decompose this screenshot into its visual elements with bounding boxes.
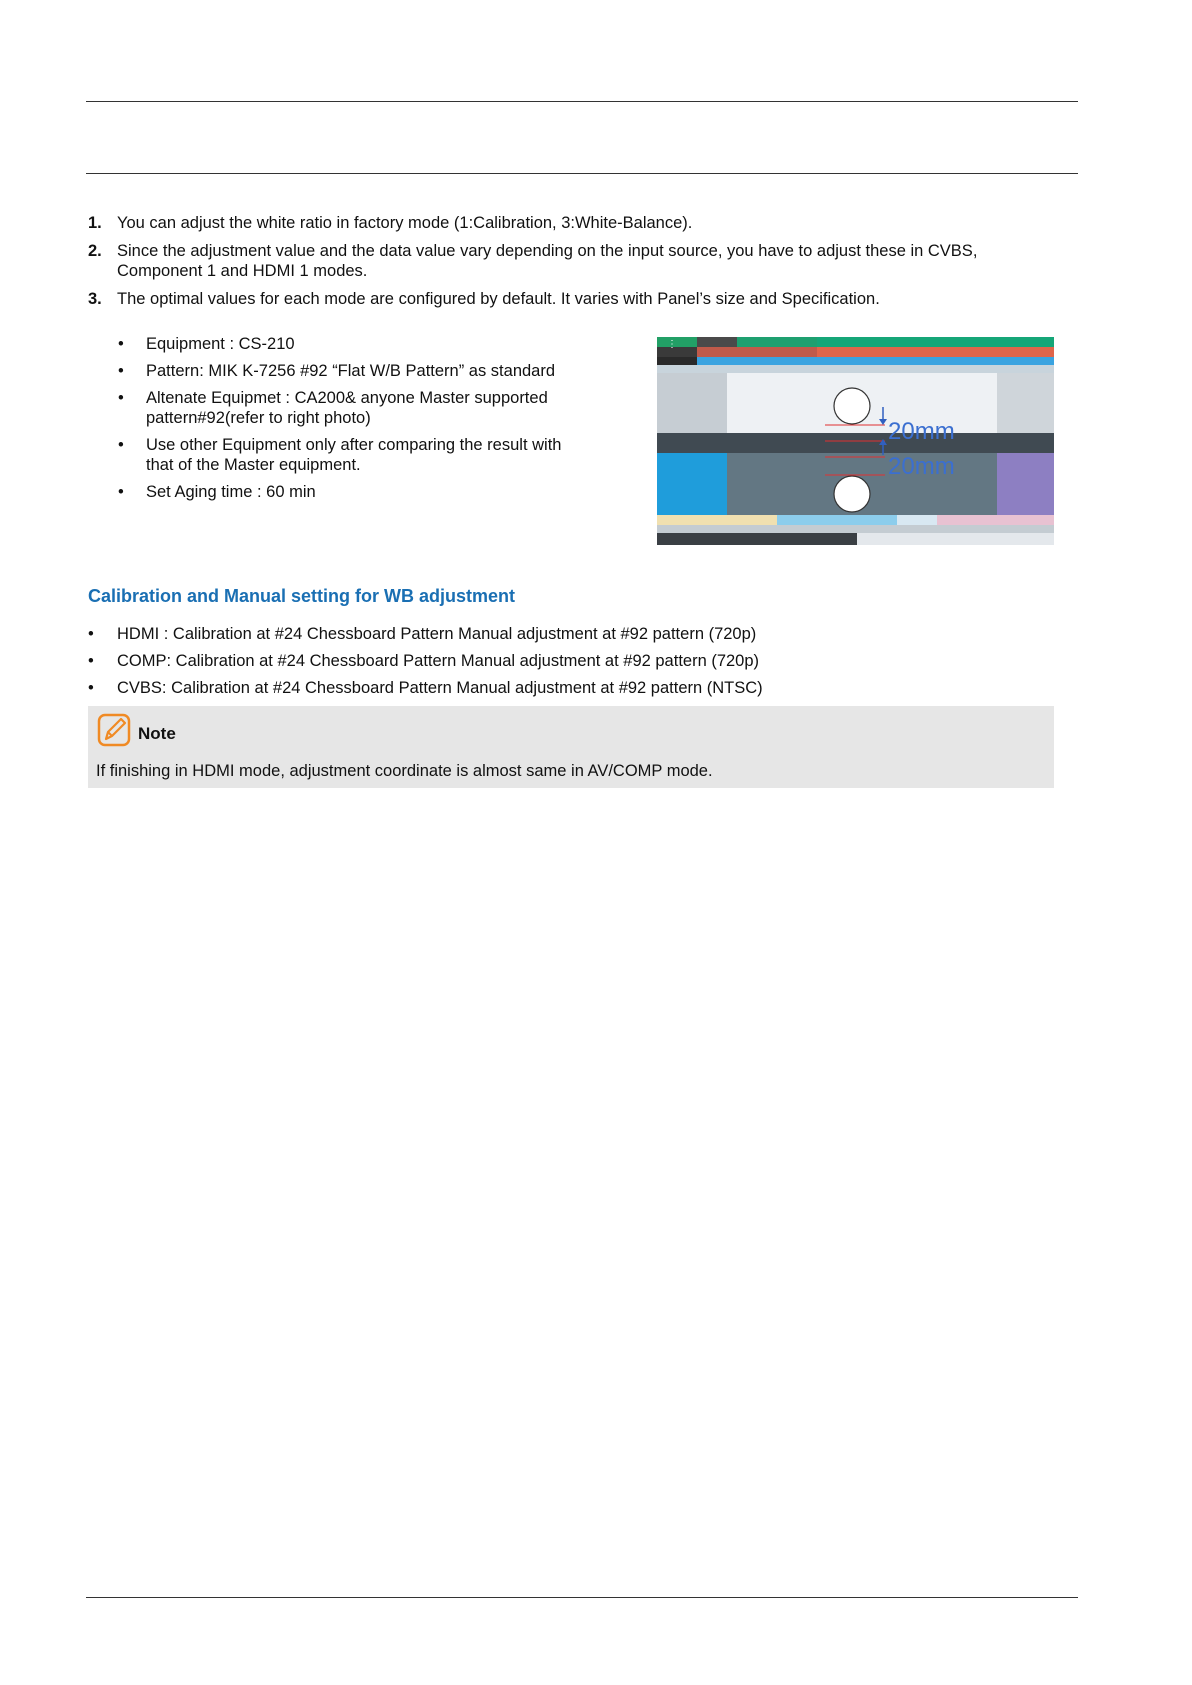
detail-text: Pattern: MIK K-7256 #92 “Flat W/B Pattern” as standard [146,362,556,380]
svg-text:⋮: ⋮ [667,339,677,350]
step-text: You can adjust the white ratio in factory mode (1:Calibration, 3:White-Balance). [117,214,693,232]
step-item [88,289,1078,309]
bullet: • [118,335,124,353]
step-number: 1. [88,214,102,232]
detail-text: Equipment : CS-210 [146,335,295,353]
photo-label-top: 20mm [888,418,955,445]
header-rule-bottom [86,173,1078,174]
wb-item [88,651,1078,671]
bullet: • [118,436,124,454]
step-item [88,241,1057,281]
detail-text: Use other Equipment only after comparing the result with that of the Master equipment. [146,436,562,474]
detail-text: Altenate Equipmet : CA200& anyone Master supported pattern#92(refer to right photo) [146,389,548,427]
note-text: If finishing in HDMI mode, adjustment coordinate is almost same in AV/COMP mode. [96,762,713,780]
note-box [88,706,1054,788]
footer-rule [86,1597,1078,1598]
wb-item [88,624,1078,644]
note-title: Note [138,724,176,743]
bullet: • [118,483,124,501]
detail-item [118,482,618,502]
step-text: The optimal values for each mode are configured by default. It varies with Panel’s size and Specification. [117,290,880,308]
wb-adjustment-list [88,624,1078,705]
detail-item [118,361,618,381]
detail-item [118,334,618,354]
step-text: Since the adjustment value and the data value vary depending on the input source, you have to adjust these in CVBS, Component 1 and HDMI 1 modes. [117,242,978,280]
bullet: • [88,625,94,643]
detail-text: Set Aging time : 60 min [146,483,316,501]
note-pencil-icon [96,712,132,748]
wb-item-text: HDMI : Calibration at #24 Chessboard Pattern Manual adjustment at #92 pattern (720p) [117,625,757,643]
bullet: • [118,389,124,407]
wb-item-text: COMP: Calibration at #24 Chessboard Pattern Manual adjustment at #92 pattern (720p) [117,652,760,670]
header-rule-top [86,101,1078,102]
equipment-details [118,334,618,509]
wb-item [88,678,1078,698]
bullet: • [88,679,94,697]
detail-item [118,388,586,428]
steps-list [88,213,1078,317]
section-heading: Calibration and Manual setting for WB adjustment [88,586,516,606]
step-number: 3. [88,290,102,308]
step-number: 2. [88,242,102,260]
bullet: • [118,362,124,380]
detail-item [118,435,586,475]
photo-label-bottom: 20mm [888,453,955,480]
step-item [88,213,1078,233]
bullet: • [88,652,94,670]
pattern-photo [657,337,1054,545]
wb-item-text: CVBS: Calibration at #24 Chessboard Pattern Manual adjustment at #92 pattern (NTSC) [117,679,763,697]
